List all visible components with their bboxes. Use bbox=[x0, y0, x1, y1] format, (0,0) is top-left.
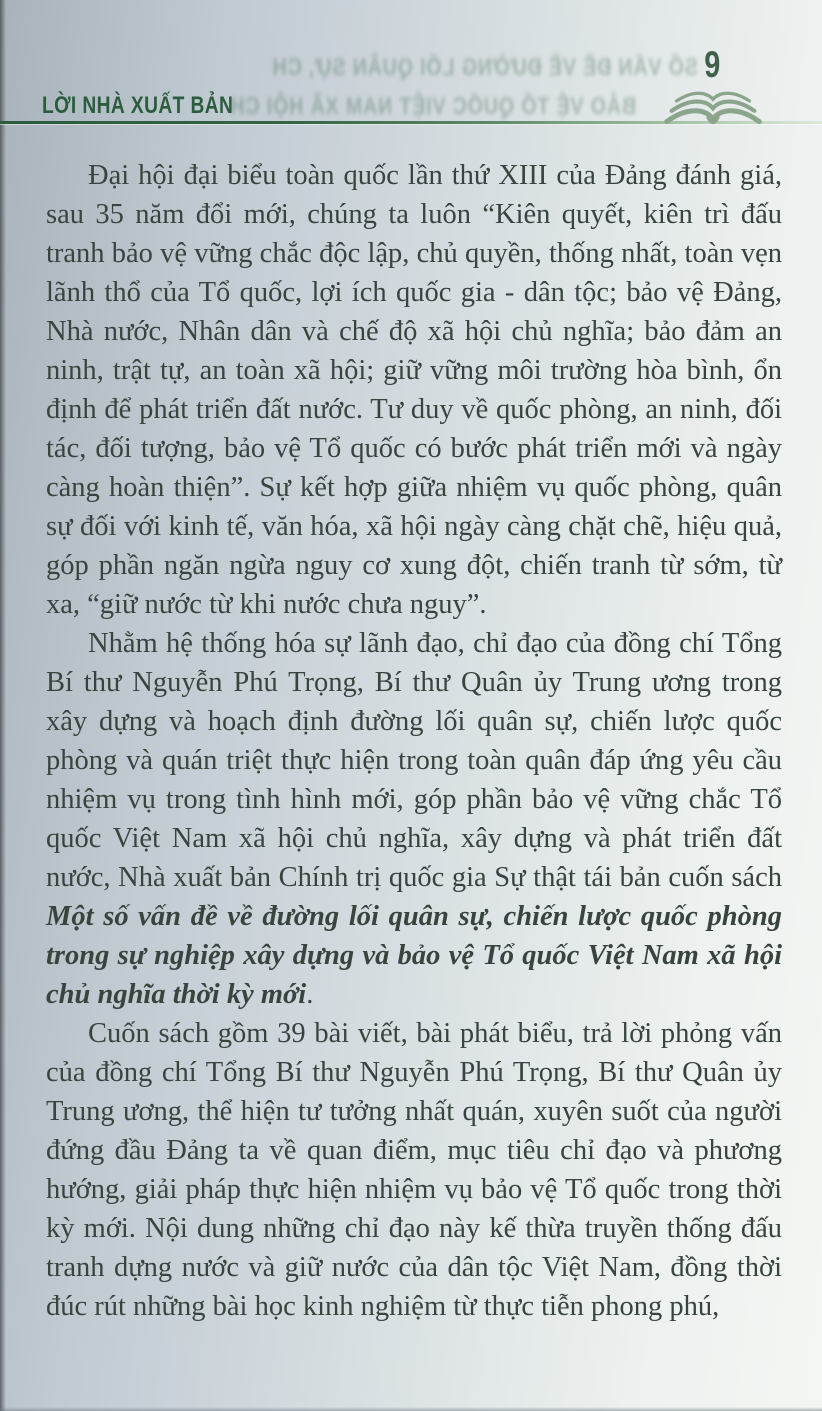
book-title-emphasis: Một số vấn đề về đường lối quân sự, chiến lược quốc phòng trong sự nghiệp xây dựng và bảo vệ Tổ quốc Việt Nam xã hội chủ nghĩa thời kỳ mới bbox=[46, 901, 782, 1010]
paragraph-2 bbox=[46, 624, 782, 1014]
page-corner-block bbox=[655, 46, 770, 134]
page-header bbox=[0, 0, 822, 158]
bleed-through-text-line2: BẢO VỆ TỔ QUỐC VIỆT NAM XÃ HỘI CH bbox=[229, 93, 637, 120]
open-book-icon bbox=[663, 86, 763, 134]
paragraph-1: Đại hội đại biểu toàn quốc lần thứ XIII của Đảng đánh giá, sau 35 năm đổi mới, chúng ta luôn “Kiên quyết, kiên trì đấu tranh bảo vệ vững chắc độc lập, chủ quyền, thống nhất, toàn vẹn lãnh thổ của Tổ quốc, lợi ích quốc gia - dân tộc; bảo vệ Đảng, Nhà nước, Nhân dân và chế độ xã hội chủ nghĩa; bảo đảm an ninh, trật tự, an toàn xã hội; giữ vững môi trường hòa bình, ổn định để phát triển đất nước. Tư duy về quốc phòng, an ninh, đối tác, đối tượng, bảo vệ Tổ quốc có bước phát triển mới và ngày càng hoàn thiện”. Sự kết hợp giữa nhiệm vụ quốc phòng, quân sự đối với kinh tế, văn hóa, xã hội ngày càng chặt chẽ, hiệu quả, góp phần ngăn ngừa nguy cơ xung đột, chiến tranh từ sớm, từ xa, “giữ nước từ khi nước chưa nguy”. bbox=[46, 160, 782, 620]
paragraph-3: Cuốn sách gồm 39 bài viết, bài phát biểu, trả lời phỏng vấn của đồng chí Tổng Bí thư Nguyễn Phú Trọng, Bí thư Quân ủy Trung ương, thể hiện tư tưởng nhất quán, xuyên suốt của người đứng đầu Đảng ta về quan điểm, mục tiêu chỉ đạo và phương hướng, giải pháp thực hiện nhiệm vụ bảo vệ Tổ quốc trong thời kỳ mới. Nội dung những chỉ đạo này kế thừa truyền thống đấu tranh dựng nước và giữ nước của dân tộc Việt Nam, đồng thời đúc rút những bài học kinh nghiệm từ thực tiễn phong phú, bbox=[46, 1018, 782, 1322]
page-bottom-edge-shadow bbox=[0, 1407, 822, 1411]
running-header-title: LỜI NHÀ XUẤT BẢN bbox=[42, 92, 234, 119]
page-left-edge-shadow bbox=[0, 0, 6, 1411]
paragraph-2-lead: Nhằm hệ thống hóa sự lãnh đạo, chỉ đạo của đồng chí Tổng Bí thư Nguyễn Phú Trọng, Bí thư Quân ủy Trung ương trong xây dựng và hoạch định đường lối quân sự, chiến lược quốc phòng và quán triệt thực hiện trong toàn quân đáp ứng yêu cầu nhiệm vụ trong tình hình mới, góp phần bảo vệ vững chắc Tổ quốc Việt Nam xã hội chủ nghĩa, xây dựng và phát triển đất nước, Nhà xuất bản Chính trị quốc gia Sự thật tái bản cuốn sách bbox=[46, 628, 782, 893]
bleed-through-text-line1: SỐ VẤN ĐỀ VỀ ĐƯỜNG LỐI QUÂN SỰ, CH bbox=[271, 54, 698, 81]
body-text bbox=[46, 156, 782, 1326]
paragraph-2-tail: . bbox=[306, 979, 314, 1010]
page-number: 9 bbox=[704, 44, 721, 85]
